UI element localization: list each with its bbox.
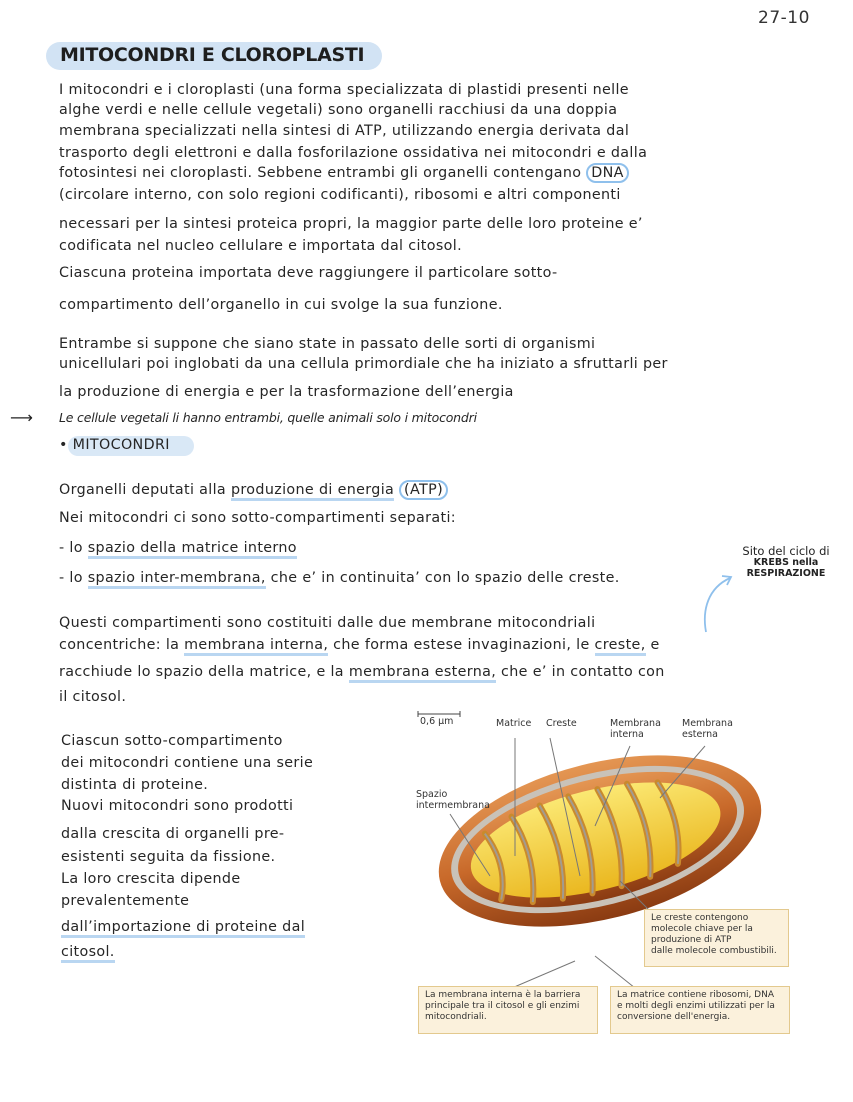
p4-item-2-prefix: - lo	[59, 570, 88, 586]
p6-line-4: Nuovi mitocondri sono prodotti	[61, 798, 294, 814]
label-spazio-line-1: Spazio	[416, 789, 448, 800]
callout-matrice-line-2: e molti degli enzimi utilizzati per la	[617, 1001, 775, 1011]
p5-line-2	[59, 637, 660, 653]
dna-circled: DNA	[586, 163, 629, 183]
atp-circled: (ATP)	[399, 480, 448, 500]
spazio-matrice-underline: spazio della matrice interno	[88, 540, 297, 559]
callout-creste	[644, 909, 789, 967]
p5-line-3a: racchiude lo spazio della matrice, e la	[59, 664, 349, 680]
p1-line-4: trasporto degli elettroni e dalla fosforilazione ossidativa nei mitocondri e dalla	[59, 145, 648, 161]
p3-line-3: la produzione di energia e per la trasformazione dell’energia	[59, 384, 514, 400]
creste-underline: creste,	[595, 637, 646, 656]
p2-line-2: compartimento dell’organello in cui svolge la sua funzione.	[59, 297, 503, 313]
label-membrana-interna-line-2: interna	[610, 729, 644, 740]
p5-line-3c: che e’ in contatto con	[496, 664, 665, 680]
spazio-intermembrana-underline: spazio inter-membrana,	[88, 570, 266, 589]
page-date: 27-10	[758, 8, 810, 28]
p5-line-2c: che forma estese invaginazioni, le	[328, 637, 595, 653]
p5-line-2a: concentriche: la	[59, 637, 185, 653]
side-note-arrow-icon	[690, 570, 740, 640]
p4-item-1	[59, 540, 297, 556]
p4-line-1a: Organelli deputati alla	[59, 482, 231, 498]
label-membrana-esterna	[682, 718, 733, 740]
label-spazio-line-2: intermembrana	[416, 800, 490, 811]
p4-item-2	[59, 570, 620, 586]
p3-line-2: unicellulari poi inglobati da una cellula primordiale che ha iniziato a sfruttarli per	[59, 356, 668, 372]
callout-membrana-line-1: La membrana interna è la barriera	[425, 990, 581, 1000]
p6-line-5: dalla crescita di organelli pre-	[61, 826, 285, 842]
callout-creste-line-3: produzione di ATP	[651, 935, 732, 945]
p1-line-5	[59, 165, 629, 181]
p1-line-6: (circolare interno, con solo regioni codificanti), ribosomi e altri componenti	[59, 187, 621, 203]
handwritten-note: Le cellule vegetali li hanno entrambi, quelle animali solo i mitocondri	[59, 410, 477, 425]
importazione-underline: dall’importazione di proteine dal	[61, 919, 305, 938]
callout-creste-line-1: Le creste contengono	[651, 913, 749, 923]
p5-line-1: Questi compartimenti sono costituiti dalle due membrane mitocondriali	[59, 615, 596, 631]
p1-line-5a: fotosintesi nei cloroplasti. Sebbene entrambi gli organelli contengano	[59, 165, 587, 181]
p4-item-1-prefix: - lo	[59, 540, 88, 556]
membrana-interna-underline: membrana interna,	[184, 637, 328, 656]
callout-membrana-line-3: mitocondriali.	[425, 1012, 487, 1022]
bullet-mitocondri: • MITOCONDRI	[59, 437, 170, 453]
p3-line-1: Entrambe si suppone che siano state in passato delle sorti di organismi	[59, 336, 596, 352]
scale-label: 0,6 µm	[420, 716, 454, 727]
label-membrana-interna-line-1: Membrana	[610, 718, 661, 729]
callout-membrana-interna	[418, 986, 598, 1034]
callout-matrice-line-3: conversione dell'energia.	[617, 1012, 731, 1022]
label-membrana-esterna-line-2: esterna	[682, 729, 718, 740]
right-arrow-icon: ⟶	[10, 408, 33, 427]
atp-text: ATP	[409, 482, 438, 498]
page-title: MITOCONDRI E CLOROPLASTI	[60, 44, 365, 66]
label-matrice: Matrice	[496, 718, 532, 729]
callout-creste-line-4: dalle molecole combustibili.	[651, 946, 777, 956]
callout-creste-line-2: molecole chiave per la	[651, 924, 753, 934]
mitochondrion-figure	[410, 706, 800, 1046]
citosol-underline: citosol.	[61, 944, 115, 963]
p6-line-6: esistenti seguita da fissione.	[61, 849, 276, 865]
label-membrana-esterna-line-1: Membrana	[682, 718, 733, 729]
side-note-line-2: KREBS nella	[753, 557, 819, 568]
p4-line-1	[59, 482, 448, 498]
side-note-line-3: RESPIRAZIONE	[746, 568, 826, 579]
label-membrana-interna	[610, 718, 661, 740]
p1-line-8: codificata nel nucleo cellulare e importata dal citosol.	[59, 238, 462, 254]
p4-item-2-suffix: che e’ in continuita’ con lo spazio delle creste.	[265, 570, 620, 586]
p1-line-7: necessari per la sintesi proteica propri, la maggior parte delle loro proteine e’	[59, 216, 643, 232]
side-note-line-1: Sito del ciclo di	[742, 544, 830, 558]
p5-line-2e: e	[645, 637, 660, 653]
p5-line-3	[59, 664, 665, 680]
label-creste: Creste	[546, 718, 577, 729]
p6-line-10	[61, 944, 115, 960]
p6-line-9	[61, 919, 305, 935]
p6-line-8: prevalentemente	[61, 893, 190, 909]
callout-matrice-line-1: La matrice contiene ribosomi, DNA	[617, 990, 774, 1000]
p2-line-1: Ciascuna proteina importata deve raggiungere il particolare sotto-	[59, 265, 558, 281]
p6-line-1: Ciascun sotto-compartimento	[61, 733, 283, 749]
side-note-krebs	[726, 546, 846, 579]
p4-line-2: Nei mitocondri ci sono sotto-compartimenti separati:	[59, 510, 456, 526]
title-highlight	[46, 42, 382, 70]
p1-line-3: membrana specializzati nella sintesi di ATP, utilizzando energia derivata dal	[59, 123, 630, 139]
callout-matrice	[610, 986, 790, 1034]
produzione-energia-underline: produzione di energia	[231, 482, 394, 501]
p1-line-1: I mitocondri e i cloroplasti (una forma specializzata di plastidi presenti nelle	[59, 82, 629, 98]
membrana-esterna-underline: membrana esterna,	[349, 664, 496, 683]
p6-line-3: distinta di proteine.	[61, 777, 209, 793]
p1-line-2: alghe verdi e nelle cellule vegetali) sono organelli racchiusi da una doppia	[59, 102, 618, 118]
p5-line-4: il citosol.	[59, 689, 127, 705]
p6-line-7: La loro crescita dipende	[61, 871, 241, 887]
p6-line-2: dei mitocondri contiene una serie	[61, 755, 314, 771]
label-spazio-intermembrana	[416, 789, 490, 811]
callout-membrana-line-2: principale tra il citosol e gli enzimi	[425, 1001, 580, 1011]
